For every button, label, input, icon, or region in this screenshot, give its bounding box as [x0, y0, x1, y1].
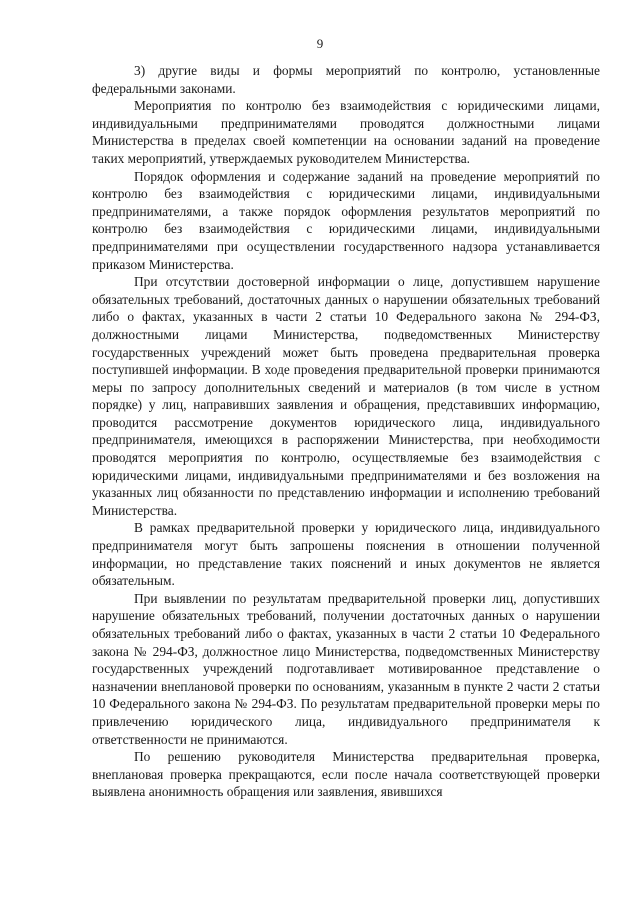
paragraph-other-measures: 3) другие виды и формы мероприятий по контролю, установленные федеральными законами.: [92, 63, 600, 96]
paragraph-task-procedure: Порядок оформления и содержание заданий на проведение мероприятий по контролю без взаимодействия с юридическими лицами, индивидуальными предпринимателями, а также порядок оформления результатов мероприятий по контролю без взаимодействия с юридическими лицами, индивидуальными предпринимателями при осуществлении государственного надзора устанавливается приказом Министерства.: [92, 168, 600, 272]
paragraph-termination: По решению руководителя Министерства предварительная проверка, внеплановая проверка прекращаются, если после начала соответствующей проверки выявлена анонимность обращения или заявления, явившихся: [92, 749, 600, 800]
paragraph-unscheduled-inspection: При выявлении по результатам предварительной проверки лиц, допустивших нарушение обязательных требований, получении достаточных данных о нарушении обязательных требований либо о фактах, указанных в части 2 статьи 10 Федерального закона № 294-ФЗ, должностное лицо Министерства, подведомственных Министерству государственных учреждений подготавливает мотивированное представление о назначении внеплановой проверки по основаниям, указанным в пункте 2 части 2 статьи 10 Федерального закона № 294-ФЗ. По результатам предварительной проверки меры по привлечению юридического лица, индивидуального предпринимателя к ответственности не принимаются.: [92, 590, 600, 747]
paragraph-explanations-request: В рамках предварительной проверки у юридического лица, индивидуального предпринимателя могут быть запрошены пояснения в отношении полученной информации, но представление таких пояснений и иных документов не является обязательным.: [92, 520, 600, 589]
document-body: [92, 62, 600, 801]
paragraph-preliminary-check: При отсутствии достоверной информации о лице, допустившем нарушение обязательных требований, достаточных данных о нарушении обязательных требований либо о фактах, указанных в части 2 статьи 10 Федерального закона № 294-ФЗ, должностными лицами Министерства, подведомственных Министерству государственных учреждений может быть проведена предварительная проверка поступившей информации. В ходе проведения предварительной проверки принимаются меры по запросу дополнительных сведений и материалов (в том числе в устном порядке) у лиц, направивших заявления и обращения, представивших информацию, проводится рассмотрение документов юридического лица, индивидуального предпринимателя, имеющихся в распоряжении Министерства, при необходимости проводятся мероприятия по контролю, осуществляемые без взаимодействия с юридическими лицами, индивидуальными предпринимателями и без возложения на указанных лиц обязанности по представлению информации и исполнению требований Министерства.: [92, 274, 600, 518]
page-number: 9: [316, 36, 324, 51]
paragraph-control-without-interaction: Мероприятия по контролю без взаимодействия с юридическими лицами, индивидуальными предпринимателями проводятся должностными лицами Министерства в пределах своей компетенции на основании заданий на проведение таких мероприятий, утверждаемых руководителем Министерства.: [92, 98, 600, 166]
